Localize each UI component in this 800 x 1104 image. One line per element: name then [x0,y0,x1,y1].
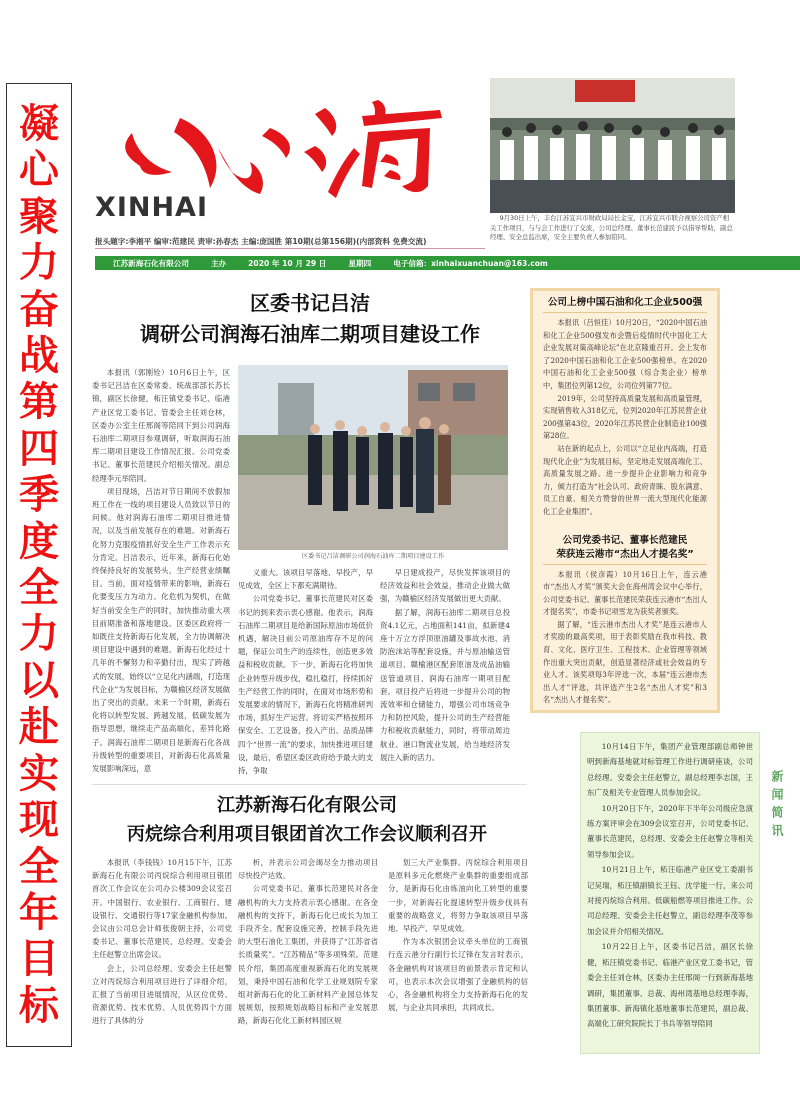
news-brief-title: 新闻简讯 [770,770,784,842]
article2-title-line1: 江苏新海石化有限公司 [217,795,397,816]
article2-title-line2: 丙烷综合利用项目银团首次工作会议顺利召开 [127,824,487,845]
logo-calligraphy [125,100,442,198]
brief-item: 10月20日下午，2020年下半年公司级应急演练方案评审会在309会议室召开，公司党委书记、董事长范建民，总经理、安委会主任赵警立等相关领导参加会议。 [587,803,753,859]
slogan-char: 战 [19,332,59,380]
slogan-char: 力 [19,610,59,658]
news-brief-box [580,732,760,1054]
article1-column-2 [238,566,373,777]
main-photo-caption: 区委书记吕洁调研公司润海石油库二期项目建设工作 [301,553,445,560]
masthead-logo [110,88,460,208]
paragraph: 项目现场，吕洁对节日期间不放假加班工作在一线的项目建设人员致以节日的问候。他对润海石油库二期项目推进情况，以及当前发展存在的难题。对新海石化努力克服疫情抓好安全生产工作表示充分肯定。吕洁表示，近年来，新海石化始终保持良好的发展势头，生产经营业绩瞩目。当前，面对疫情带来的影响，新海石化要变压力为动力、化危机为契机，在做好当前安全生产的同时，加快推动重大项目前期准备和落地建设。区委区政府将一如既往支持新海石化发展，全力协调解决项目建设中遇到的难题。新海石化经过十几年的不懈努力和辛勤付出，现实了跨越式的发展，始终以“立足化内涵端，打造现代企业”为发展目标，为赣榆区经济发展做出了突出的贡献。未来一个时期，新海石化将以转型发展、跨越发展，低碳发展为指导思想，继续走产品高端化、差异化路子。润海石油库二期项目是新海石化各战升级转型的重要项目，对新海石化高质量发展影响深远，意 [92,486,230,774]
paragraph: 划三大产业集群。丙烷综合利用项目是原料多元化燃烧产业集群的重要组成部分，是新海石化由炼油向化工转型的重要一步，对新海石化提速转型升级步伐具有重要的战略意义，将努力争取该项目早落地、早投产、早见成效。 [388,858,528,934]
brief-item: 10月21日上午，柘汪临港产业区党工委副书记吴瑞，柘汪镇副镇长王钰、沈学能一行，来公司对接丙烷综合利用、低碳船燃等项目推进工作。公司总经理、安委会主任赵警立，副总经理李茂等参加会议并介绍相关情况。 [587,865,753,936]
article2-column-3 [388,856,528,1014]
masthead-divider [95,248,485,249]
sidebar-title-2-line1: 公司党委书记、董事长范建民 [562,534,688,546]
slogan-char: 心 [19,146,59,194]
article1-column-3 [380,566,510,764]
article1-title-line2: 调研公司润海石油库二期项目建设工作 [140,322,480,346]
slogan-char: 现 [19,796,59,844]
masthead-latin-title: XINHAI [95,192,208,223]
paragraph: 公司党委书记、董事长范建民对各金融机构的大力支持表示衷心感谢。在各金融机构的支持下，新海石化已成长为加工手段齐全、配套设施完善，控制手段先进的大型石油化工集团，并获得了“江苏省省长质量奖”。“江苏精品”等多项殊荣。范建民介绍，集团高度重视新海石化的发展规划，秉持中国石油和化学工业规划院专家组对新海石化的化工新材料产业园总体发展规划，按照规划战略目标和产业发展思路，新海石化化工新材料园区规 [238,884,378,1026]
article1-column-1 [92,366,230,775]
top-photo [490,78,735,213]
slogan-char: 以 [19,656,59,704]
paragraph: 公司党委书记、董事长范建民对区委书记的到来表示衷心感谢。他表示，润海石油库二期项目是给新国际原油市场低价机遇，解决目前公司原油库存不足的问题，保证公司生产的连续性，创造更多效益和税收贡献。下一步，新海石化将加快企业转型升级步伐，稳扎稳打，持续抓好生产经营工作的同时，在面对市场形势和发展要求的情况下，新海石化将精准研判市场，抓好生产运营。将切实严格按照环保安全、工艺设备，投入产出、品质品牌四个“世界一流”的要求，加快推进项目建设，最后，希望区委区政府给予最大的支持，争取 [238,594,373,776]
sidebar-box [530,288,720,713]
band-sponsor: 主办 [210,258,227,268]
slogan-char: 全 [19,842,59,890]
sidebar-title-2-line2: 荣获连云港市“杰出人才提名奖” [556,548,694,560]
slogan-char: 四 [19,424,59,472]
paragraph: 本报讯（吕恒佳）10月20日，“2020中国石油和化工企业500强发布会暨后疫情时代中国化工大企业发展对策高峰论坛”在北京隆重召开。会上发布了2020中国石油和化工企业500强榜单。在2020中国石油和化工企业500强（综合类企业）榜单中，集团位列第12位，公司位列第77位。 [543,318,707,390]
slogan-char: 实 [19,749,59,797]
main-photo [238,365,508,550]
article1-title-line1: 区委书记吕洁 [250,291,370,315]
sidebar-body-2 [533,565,717,708]
slogan-char: 赴 [19,703,59,751]
brief-item: 10月14日下午，集团产业管理部副总师钟世明到新海基地就对标管理工作进行调研座谈，公司总经理、安委会主任赵警立，副总经理李志国，王东广及相关专业管理人员参加会议。 [587,742,753,798]
article2-column-2 [238,856,378,1028]
slogan-char: 力 [19,239,59,287]
slogan-char: 目 [19,935,59,983]
slogan-char: 凝 [19,100,59,147]
sidebar-body-1 [533,313,717,519]
paragraph: 会上，公司总经理、安委会主任赵警立对丙烷综合利用项目进行了详细介绍，汇报了当前项目进展情况，从区位优势、资源优势、技术优势、人员优势四个方面进行了具体的分 [92,963,232,1026]
paragraph: 义重大。该项目早落地、早投产，早见成效，全区上下都充满期待。 [238,568,373,591]
paragraph: 据了解，润海石油库二期项目总投资4.1亿元，占地面积141亩，拟新建4座十万立方浮顶原油罐及事故水池、消防泡沫站等配套设施，并与原油输送管道项目、赣榆港区配套原油及成品油输送管道项目、润海石油库一期项目配套。项目投产后将进一步提升公司的物流效率和仓储能力，增强公司市场竞争力和防控风险，提升公司的生产经营能力和税收贡献能力，同时，将带动周边航业、港口物流业发展，给当地经济发展注入新的活力。 [380,607,510,762]
paragraph: 早日建成投产，尽快发挥该项目的经济效益和社会效益，推动企业做大做强，为赣榆区经济发展做出更大贡献。 [380,568,510,604]
band-weekday: 星期四 [348,258,372,268]
slogan-char: 标 [19,981,59,1029]
paragraph: 本报讯（李钱钱）10月15下午，江苏新海石化有限公司丙烷综合利用项目银团首次工作会议在公司办公楼309会议室召开。中国银行、农业银行、工商银行、建设银行、交通银行等17家金融机构参加。会议由公司总会计师张俊朝主持，公司党委书记、董事长范建民，总经理、安委会主任赵警立出席会议。 [92,858,232,960]
slogan-char: 全 [19,564,59,612]
slogan-char: 年 [19,888,59,936]
paragraph: 本报讯（侯彦霞）10月16日上午，连云港市“杰出人才奖”颁奖大会在海州湾会议中心举行，公司党委书记、董事长范建民荣获连云港市“杰出人才提名奖”，市委书记项雪龙为获奖者颁奖。 [543,569,707,617]
slogan-char: 第 [19,378,59,426]
sidebar-title-1: 公司上榜中国石油和化工企业500强 [543,291,707,313]
slogan-char: 聚 [19,192,59,240]
top-photo-caption: 9月30日上午，丰台江苏宜兴市财政局局长金宝，江苏宜兴市联合视察公司资产相关工作项目，与与会工作进行了交流，公司总经理、董事长范建民予以指导帮助，副总经理、安全总监出席，安全主要负责人参加陪同。 [490,214,733,241]
slogan-panel [6,83,72,1047]
band-email: 电子信箱：xinhaixuanchuan@163.com [393,258,548,268]
sidebar-title-2 [543,529,707,565]
paragraph: 2019年，公司坚持高质量发展和高质量管理，实现销售收入318亿元，位列2020年江苏民营企业200强第43位，2020年江苏民营企业制造业100强第28位。 [543,393,707,441]
band-company: 江苏新海石化有限公司 [113,258,189,268]
date-band [95,256,800,270]
paragraph: 析，并表示公司会竭尽全力推动项目尽快投产达效。 [238,858,378,881]
paragraph: 站在新的起点上，公司以“立足业内高端，打造现代化企业”为发展目标，坚定地走发展高端化工、高质量发展之路。进一步提升企业影响力和竞争力，倾力打造为“社会认可、政府青睐、股东满意、员工自豪、相关方赞誉的世界一流大型现代化能源化工企业集团”。 [543,443,707,516]
article2-column-1 [92,856,232,1028]
slogan-char: 季 [19,471,59,519]
masthead-info: 报头题字:李湘平 编审:范建民 责审:孙春杰 主编:庞国胜 第10期(总第156期)(内部资料 免费交流) [95,237,427,246]
paragraph: 本报讯（郭刚铨）10月6日上午，区委书记吕洁在区委常委、统战部部长苏长锦，副区长徐健，柘汪镇党委书记、临港产业区党工委书记、管委会主任刘仓林，区委办公室主任邢阁等陪同下到公司润海石油库二期项目参观调研，听取润海石油库二期项目建设工作情况汇报。公司党委书记、董事长范建民介绍相关情况。副总经理李元举陪同。 [92,368,230,483]
paragraph: 据了解，“连云港市杰出人才奖”是连云港市人才奖励的最高奖项，用于表彰奖励在我市科技、教育、文化、医疗卫生、工程技术、企业管理等领域作出重大突出贡献，创造显著经济或社会效益的专业人才。该奖项每3年评选一次，本届“连云港市杰出人才”评选，共评选产生2名“杰出人才奖”和3名“杰出人才提名奖”。 [543,619,707,705]
paragraph: 作为本次银团会议牵头单位的工商银行连云港分行副行长辽锋在发言时表示，各金融机构对该项目的前景表示肯定和认可，也表示本次会议增强了金融机构的信心，各金融机构将全力支持新海石化的发展，与企业共同承担，共同成长。 [388,937,528,1013]
band-date: 2020 年 10 月 29 日 [248,258,327,268]
section-divider [92,784,527,785]
slogan-char: 度 [19,517,59,565]
brief-item: 10月22日上午，区委书记吕洁，副区长徐健，柘汪镇党委书记、临港产业区党工委书记，管委会主任刘仓林，区委办主任邢阁一行到新海基地调研，集团董事、总裁、海州湾基地总经理李海，集团董事、新海镇化基地董事长范建民，副总裁、高端化工研究院院长丁书兵等领导陪同 [587,942,753,1029]
slogan-char: 奋 [19,285,59,333]
